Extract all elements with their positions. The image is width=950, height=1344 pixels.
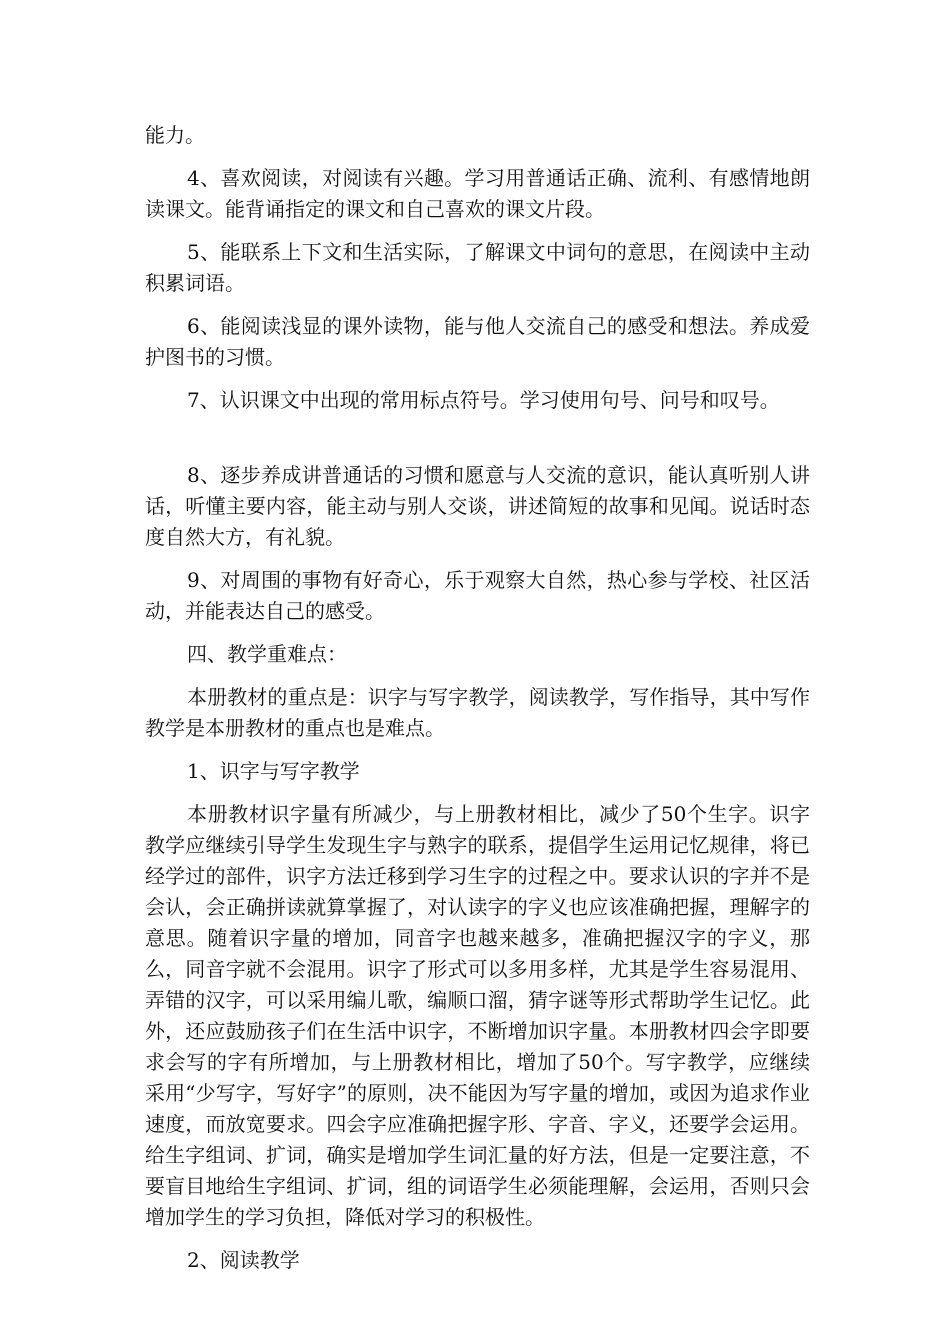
paragraph-item-4: 4、喜欢阅读，对阅读有兴趣。学习用普通话正确、流利、有感情地朗读课文。能背诵指定的课文和自己喜欢的课文片段。 xyxy=(145,166,810,221)
paragraph-literacy-body: 本册教材识字量有所减少，与上册教材相比，减少了50个生字。识字教学应继续引导学生发现生字与熟字的联系，提倡学生运用记忆规律，将已经学过的部件，识字方法迁移到学习生字的过程之中。要求认识的字并不是会认，会正确拼读就算掌握了，对认读字的字义也应该准确把握，理解字的意思。随着识字量的增加，同音字也越来越多，准确把握汉字的字义，那么，同音字就不会混用。识字了形式可以多用多样，尤其是学生容易混用、弄错的汉字，可以采用编儿歌，编顺口溜，猜字谜等形式帮助学生记忆。此外，还应鼓励孩子们在生活中识字，不断增加识字量。本册教材四会字即要求会写的字有所增加，与上册教材相比，增加了50个。写字教学，应继续采用“少写字，写好字”的原则，决不能因为写字量的增加，或因为追求作业速度，而放宽要求。四会字应准确把握字形、字音、字义，还要学会运用。给生字组词、扩词，确实是增加学生词汇量的好方法，但是一定要注意，不要盲目地给生字组词、扩词，组的词语学生必须能理解，会运用，否则只会增加学生的学习负担，降低对学习的积极性。 xyxy=(145,802,810,1229)
paragraph-item-7: 7、认识课文中出现的常用标点符号。学习使用句号、问号和叹号。 xyxy=(187,388,780,412)
subheading-literacy: 1、识字与写字教学 xyxy=(187,759,360,783)
paragraph-item-6: 6、能阅读浅显的课外读物，能与他人交流自己的感受和想法。养成爱护图书的习惯。 xyxy=(145,314,810,369)
paragraph-item-9: 9、对周围的事物有好奇心，乐于观察大自然，热心参与学校、社区活动，并能表达自己的感受。 xyxy=(145,568,810,623)
paragraph-item-8: 8、逐步养成讲普通话的习惯和愿意与人交流的意识，能认真听别人讲话，听懂主要内容，能主动与别人交谈，讲述简短的故事和见闻。说话时态度自然大方，有礼貌。 xyxy=(145,463,810,549)
document-body xyxy=(145,120,810,1288)
section-heading-key-points: 四、教学重难点： xyxy=(187,642,347,666)
paragraph-item-5: 5、能联系上下文和生活实际，了解课文中词句的意思，在阅读中主动积累词语。 xyxy=(145,240,810,295)
paragraph-continuation: 能力。 xyxy=(145,123,205,147)
subheading-reading: 2、阅读教学 xyxy=(187,1248,300,1272)
paragraph-key-points-intro: 本册教材的重点是：识字与写字教学，阅读教学，写作指导，其中写作教学是本册教材的重点也是难点。 xyxy=(145,685,810,740)
